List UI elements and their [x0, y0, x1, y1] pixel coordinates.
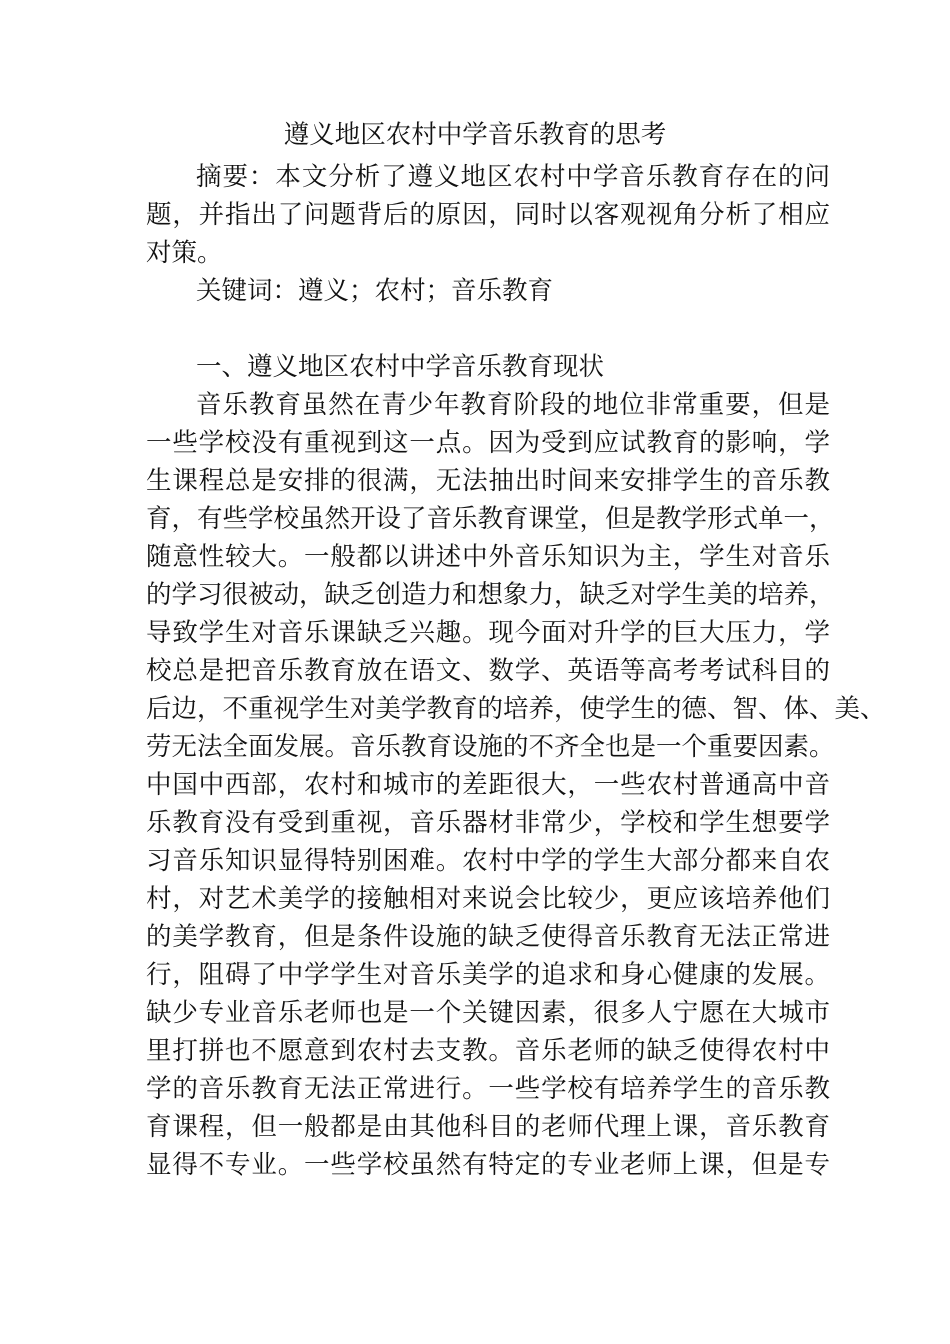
body-line: 导致学生对音乐课缺乏兴趣。现今面对升学的巨大压力，学	[146, 618, 830, 648]
body-line: 中国中西部，农村和城市的差距很大，一些农村普通高中音	[146, 770, 830, 800]
document-title: 遵义地区农村中学音乐教育的思考	[283, 120, 667, 150]
body-line: 劳无法全面发展。音乐教育设施的不齐全也是一个重要因素。	[146, 732, 835, 762]
body-line: 一些学校没有重视到这一点。因为受到应试教育的影响，学	[146, 428, 830, 458]
body-line: 育课程，但一般都是由其他科目的老师代理上课，音乐教育	[146, 1112, 830, 1142]
section-heading: 一、遵义地区农村中学音乐教育现状	[196, 352, 605, 382]
body-line: 随意性较大。一般都以讲述中外音乐知识为主，学生对音乐	[146, 542, 830, 572]
body-line: 乐教育没有受到重视，音乐器材非常少，学校和学生想要学	[146, 808, 830, 838]
body-line: 缺少专业音乐老师也是一个关键因素，很多人宁愿在大城市	[146, 998, 830, 1028]
body-line: 后边，不重视学生对美学教育的培养，使学生的德、智、体、美、	[146, 694, 886, 724]
body-line: 里打拼也不愿意到农村去支教。音乐老师的缺乏使得农村中	[146, 1036, 830, 1066]
body-line: 学的音乐教育无法正常进行。一些学校有培养学生的音乐教	[146, 1074, 830, 1104]
body-line: 行，阻碍了中学学生对音乐美学的追求和身心健康的发展。	[146, 960, 830, 990]
body-line: 村，对艺术美学的接触相对来说会比较少，更应该培养他们	[146, 884, 830, 914]
abstract-line: 对策。	[146, 238, 223, 268]
body-line: 的美学教育，但是条件设施的缺乏使得音乐教育无法正常进	[146, 922, 830, 952]
body-line: 音乐教育虽然在青少年教育阶段的地位非常重要，但是	[196, 390, 830, 420]
body-line: 校总是把音乐教育放在语文、数学、英语等高考考试科目的	[146, 656, 830, 686]
body-line: 生课程总是安排的很满，无法抽出时间来安排学生的音乐教	[146, 466, 830, 496]
body-line: 显得不专业。一些学校虽然有特定的专业老师上课，但是专	[146, 1150, 830, 1180]
body-line: 育，有些学校虽然开设了音乐教育课堂，但是教学形式单一，	[146, 504, 835, 534]
abstract-line: 题，并指出了问题背后的原因，同时以客观视角分析了相应	[146, 200, 830, 230]
abstract-line: 摘要：本文分析了遵义地区农村中学音乐教育存在的问	[196, 162, 830, 192]
keywords-line: 关键词：遵义；农村；音乐教育	[196, 276, 554, 306]
body-line: 的学习很被动，缺乏创造力和想象力，缺乏对学生美的培养，	[146, 580, 835, 610]
body-line: 习音乐知识显得特别困难。农村中学的学生大部分都来自农	[146, 846, 830, 876]
